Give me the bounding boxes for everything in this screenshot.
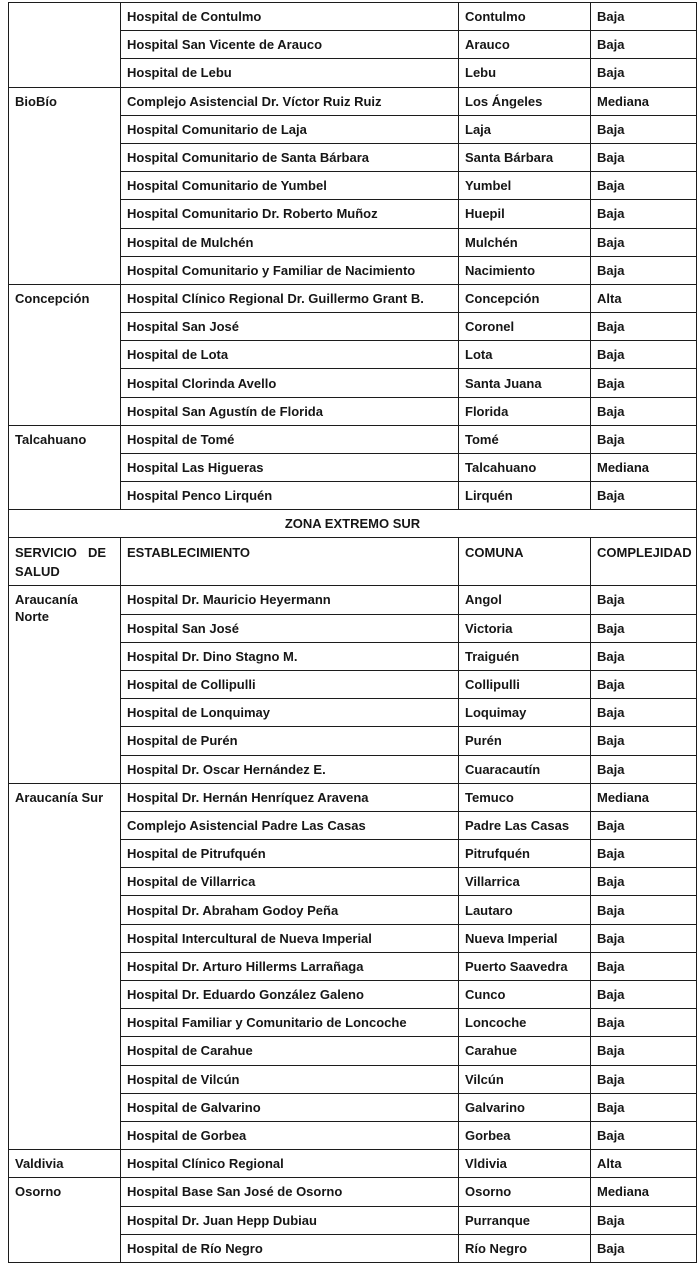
complexity-cell: Baja <box>591 699 697 727</box>
establishment-cell: Hospital de Villarrica <box>121 868 459 896</box>
comuna-cell: Temuco <box>459 783 591 811</box>
service-cell: Valdivia <box>9 1150 121 1178</box>
establishment-cell: Hospital Clínico Regional <box>121 1150 459 1178</box>
establishment-cell: Hospital de Lonquimay <box>121 699 459 727</box>
complexity-cell: Baja <box>591 1206 697 1234</box>
comuna-cell: Lirquén <box>459 482 591 510</box>
comuna-cell: Cuaracautín <box>459 755 591 783</box>
complexity-cell: Baja <box>591 482 697 510</box>
complexity-cell: Baja <box>591 614 697 642</box>
establishment-cell: Hospital Dr. Dino Stagno M. <box>121 642 459 670</box>
comuna-cell: Puerto Saavedra <box>459 952 591 980</box>
complexity-cell: Baja <box>591 981 697 1009</box>
comuna-cell: Villarrica <box>459 868 591 896</box>
complexity-cell: Mediana <box>591 783 697 811</box>
table-row <box>9 586 697 614</box>
comuna-cell: Tomé <box>459 425 591 453</box>
comuna-cell: Santa Juana <box>459 369 591 397</box>
establishment-cell: Hospital de Carahue <box>121 1037 459 1065</box>
establishment-cell: Hospital Dr. Abraham Godoy Peña <box>121 896 459 924</box>
complexity-cell: Baja <box>591 586 697 614</box>
comuna-cell: Río Negro <box>459 1234 591 1262</box>
comuna-cell: Yumbel <box>459 172 591 200</box>
establishment-cell: Hospital Familiar y Comunitario de Loncoche <box>121 1009 459 1037</box>
establishment-cell: Hospital de Galvarino <box>121 1093 459 1121</box>
establishment-cell: Hospital San José <box>121 614 459 642</box>
complexity-cell: Baja <box>591 868 697 896</box>
comuna-cell: Talcahuano <box>459 454 591 482</box>
complexity-cell: Baja <box>591 1009 697 1037</box>
complexity-cell: Baja <box>591 425 697 453</box>
comuna-cell: Loncoche <box>459 1009 591 1037</box>
service-cell <box>9 3 121 88</box>
comuna-cell: Lota <box>459 341 591 369</box>
complexity-cell: Baja <box>591 1065 697 1093</box>
complexity-cell: Baja <box>591 1037 697 1065</box>
column-header-service: SERVICIO DE SALUD <box>9 538 121 586</box>
comuna-cell: Lebu <box>459 59 591 87</box>
comuna-cell: Collipulli <box>459 670 591 698</box>
comuna-cell: Santa Bárbara <box>459 143 591 171</box>
establishment-cell: Hospital Comunitario y Familiar de Nacimiento <box>121 256 459 284</box>
establishment-cell: Hospital de Purén <box>121 727 459 755</box>
complexity-cell: Baja <box>591 341 697 369</box>
complexity-cell: Baja <box>591 1234 697 1262</box>
establishment-cell: Hospital San Agustín de Florida <box>121 397 459 425</box>
comuna-cell: Traiguén <box>459 642 591 670</box>
establishment-cell: Hospital de Mulchén <box>121 228 459 256</box>
comuna-cell: Nueva Imperial <box>459 924 591 952</box>
comuna-cell: Purén <box>459 727 591 755</box>
establishment-cell: Hospital San Vicente de Arauco <box>121 31 459 59</box>
establishment-cell: Hospital Base San José de Osorno <box>121 1178 459 1206</box>
establishment-cell: Hospital Dr. Juan Hepp Dubiau <box>121 1206 459 1234</box>
comuna-cell: Vilcún <box>459 1065 591 1093</box>
service-cell: Araucanía Norte <box>9 586 121 783</box>
column-header-establishment: ESTABLECIMIENTO <box>121 538 459 586</box>
establishment-cell: Hospital de Gorbea <box>121 1121 459 1149</box>
complexity-cell: Mediana <box>591 1178 697 1206</box>
complexity-cell: Mediana <box>591 454 697 482</box>
comuna-cell: Nacimiento <box>459 256 591 284</box>
establishment-cell: Hospital Penco Lirquén <box>121 482 459 510</box>
comuna-cell: Arauco <box>459 31 591 59</box>
comuna-cell: Carahue <box>459 1037 591 1065</box>
establishment-cell: Hospital Clorinda Avello <box>121 369 459 397</box>
establishment-cell: Hospital de Río Negro <box>121 1234 459 1262</box>
establishment-cell: Hospital de Collipulli <box>121 670 459 698</box>
establishment-cell: Hospital de Pitrufquén <box>121 840 459 868</box>
establishment-cell: Hospital Dr. Arturo Hillerms Larrañaga <box>121 952 459 980</box>
table-row <box>9 3 697 31</box>
column-header-comuna: COMUNA <box>459 538 591 586</box>
service-cell: Araucanía Sur <box>9 783 121 1149</box>
complexity-cell: Baja <box>591 369 697 397</box>
establishment-cell: Hospital de Lota <box>121 341 459 369</box>
comuna-cell: Mulchén <box>459 228 591 256</box>
table-row <box>9 425 697 453</box>
complexity-cell: Baja <box>591 397 697 425</box>
establishment-cell: Hospital de Lebu <box>121 59 459 87</box>
comuna-cell: Angol <box>459 586 591 614</box>
column-header-complexity: COMPLEJIDAD <box>591 538 697 586</box>
zone-header-row <box>9 510 697 538</box>
table-row <box>9 1150 697 1178</box>
establishment-cell: Hospital Clínico Regional Dr. Guillermo Grant B. <box>121 284 459 312</box>
establishment-cell: Hospital Dr. Eduardo González Galeno <box>121 981 459 1009</box>
service-cell: Talcahuano <box>9 425 121 510</box>
complexity-cell: Baja <box>591 840 697 868</box>
complexity-cell: Baja <box>591 727 697 755</box>
establishment-cell: Hospital Dr. Mauricio Heyermann <box>121 586 459 614</box>
comuna-cell: Galvarino <box>459 1093 591 1121</box>
complexity-cell: Baja <box>591 811 697 839</box>
table-row <box>9 284 697 312</box>
complexity-cell: Baja <box>591 642 697 670</box>
comuna-cell: Coronel <box>459 313 591 341</box>
complexity-cell: Baja <box>591 896 697 924</box>
complexity-cell: Baja <box>591 59 697 87</box>
complexity-cell: Baja <box>591 228 697 256</box>
hospital-table <box>8 2 697 1263</box>
establishment-cell: Hospital de Vilcún <box>121 1065 459 1093</box>
comuna-cell: Huepil <box>459 200 591 228</box>
table-row <box>9 87 697 115</box>
comuna-cell: Vldivia <box>459 1150 591 1178</box>
complexity-cell: Baja <box>591 755 697 783</box>
comuna-cell: Victoria <box>459 614 591 642</box>
hospital-table-body <box>9 3 697 1263</box>
establishment-cell: Hospital Intercultural de Nueva Imperial <box>121 924 459 952</box>
scanned-document-page <box>0 2 700 1263</box>
comuna-cell: Pitrufquén <box>459 840 591 868</box>
comuna-cell: Loquimay <box>459 699 591 727</box>
comuna-cell: Los Ángeles <box>459 87 591 115</box>
establishment-cell: Hospital Comunitario de Laja <box>121 115 459 143</box>
comuna-cell: Cunco <box>459 981 591 1009</box>
establishment-cell: Complejo Asistencial Dr. Víctor Ruiz Ruiz <box>121 87 459 115</box>
complexity-cell: Baja <box>591 670 697 698</box>
complexity-cell: Baja <box>591 313 697 341</box>
comuna-cell: Concepción <box>459 284 591 312</box>
establishment-cell: Hospital Dr. Oscar Hernández E. <box>121 755 459 783</box>
complexity-cell: Baja <box>591 172 697 200</box>
complexity-cell: Baja <box>591 31 697 59</box>
complexity-cell: Baja <box>591 952 697 980</box>
establishment-cell: Hospital Dr. Hernán Henríquez Aravena <box>121 783 459 811</box>
complexity-cell: Alta <box>591 1150 697 1178</box>
service-cell: BioBío <box>9 87 121 284</box>
table-row <box>9 1178 697 1206</box>
complexity-cell: Baja <box>591 1121 697 1149</box>
establishment-cell: Hospital Comunitario de Santa Bárbara <box>121 143 459 171</box>
establishment-cell: Hospital San José <box>121 313 459 341</box>
complexity-cell: Baja <box>591 1093 697 1121</box>
complexity-cell: Baja <box>591 200 697 228</box>
complexity-cell: Alta <box>591 284 697 312</box>
establishment-cell: Complejo Asistencial Padre Las Casas <box>121 811 459 839</box>
establishment-cell: Hospital Comunitario Dr. Roberto Muñoz <box>121 200 459 228</box>
comuna-cell: Padre Las Casas <box>459 811 591 839</box>
table-row <box>9 783 697 811</box>
complexity-cell: Baja <box>591 256 697 284</box>
comuna-cell: Laja <box>459 115 591 143</box>
establishment-cell: Hospital Las Higueras <box>121 454 459 482</box>
comuna-cell: Purranque <box>459 1206 591 1234</box>
comuna-cell: Osorno <box>459 1178 591 1206</box>
establishment-cell: Hospital de Tomé <box>121 425 459 453</box>
comuna-cell: Contulmo <box>459 3 591 31</box>
complexity-cell: Baja <box>591 3 697 31</box>
service-cell: Concepción <box>9 284 121 425</box>
complexity-cell: Baja <box>591 115 697 143</box>
service-cell: Osorno <box>9 1178 121 1263</box>
complexity-cell: Baja <box>591 924 697 952</box>
comuna-cell: Gorbea <box>459 1121 591 1149</box>
establishment-cell: Hospital de Contulmo <box>121 3 459 31</box>
comuna-cell: Florida <box>459 397 591 425</box>
comuna-cell: Lautaro <box>459 896 591 924</box>
zone-section-title: ZONA EXTREMO SUR <box>9 510 697 538</box>
complexity-cell: Baja <box>591 143 697 171</box>
establishment-cell: Hospital Comunitario de Yumbel <box>121 172 459 200</box>
complexity-cell: Mediana <box>591 87 697 115</box>
column-header-row <box>9 538 697 586</box>
